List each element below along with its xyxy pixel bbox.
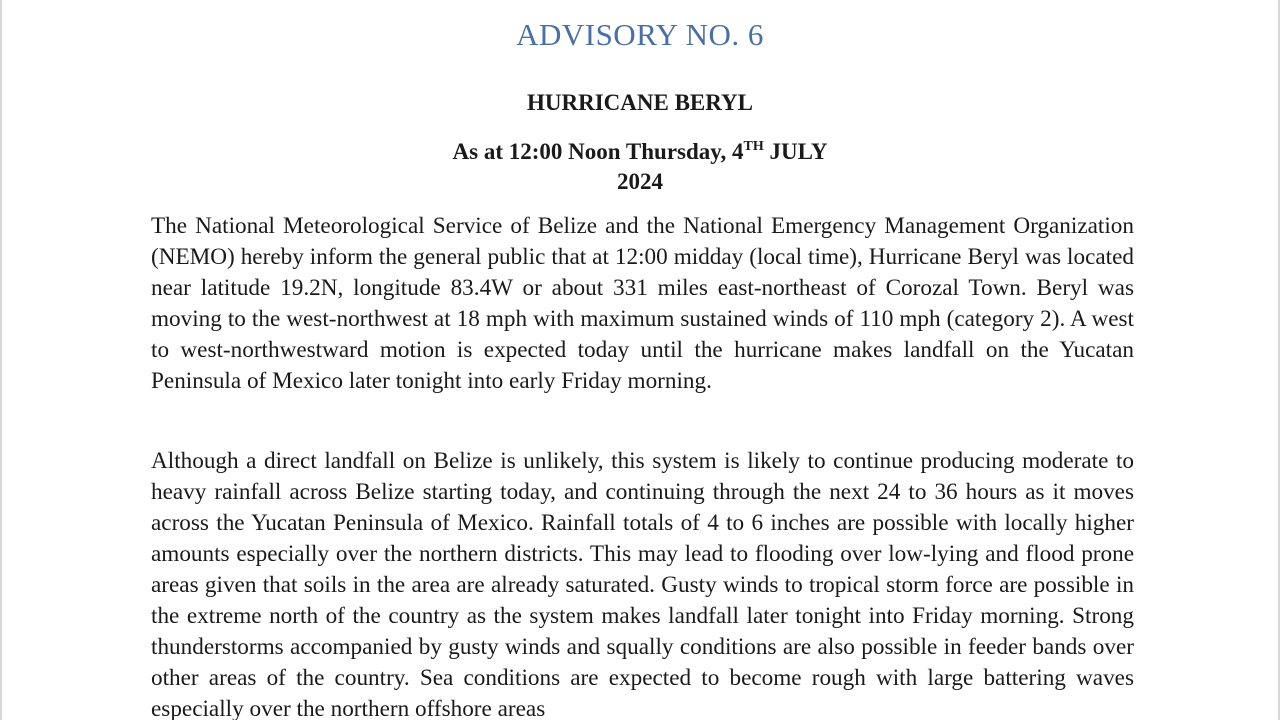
datetime-month: JULY: [763, 139, 828, 164]
storm-name: HURRICANE BERYL: [526, 90, 754, 115]
datetime-line: [0, 137, 1280, 167]
datetime-year: 2024: [617, 169, 663, 194]
datetime-prefix: As at 12:00 Noon Thursday, 4: [452, 139, 744, 164]
body-paragraph-2: Although a direct landfall on Belize is unlikely, this system is likely to continue producing moderate to heavy rainfall across Belize starting today, and continuing through the next 24 to 36 hours as it moves across the Yucatan Peninsula of Mexico. Rainfall totals of 4 to 6 inches are possible with locally higher amounts especially over the northern districts. This may lead to flooding over low-lying and flood prone areas given that soils in the area are already saturated. Gusty winds to tropical storm force are possible in the extreme north of the country as the system makes landfall later tonight into Friday morning. Strong thunderstorms accompanied by gusty winds and squally conditions are also possible in feeder bands over other areas of the country. Sea conditions are expected to become rough with large battering waves especially over the northern offshore areas: [151, 448, 1134, 720]
datetime-ordinal-suffix: TH: [743, 139, 764, 154]
advisory-datetime: [0, 137, 1280, 197]
advisory-title: ADVISORY NO. 6: [516, 17, 764, 52]
body-paragraph-1: The National Meteorological Service of Belize and the National Emergency Management Organization (NEMO) hereby inform the general public that at 12:00 midday (local time), Hurricane Beryl was located near latitude 19.2N, longitude 83.4W or about 331 miles east-northeast of Corozal Town. Beryl was moving to the west-northwest at 18 mph with maximum sustained winds of 110 mph (category 2). A west to west-northwestward motion is expected today until the hurricane makes landfall on the Yucatan Peninsula of Mexico later tonight into early Friday morning.: [151, 213, 1134, 394]
